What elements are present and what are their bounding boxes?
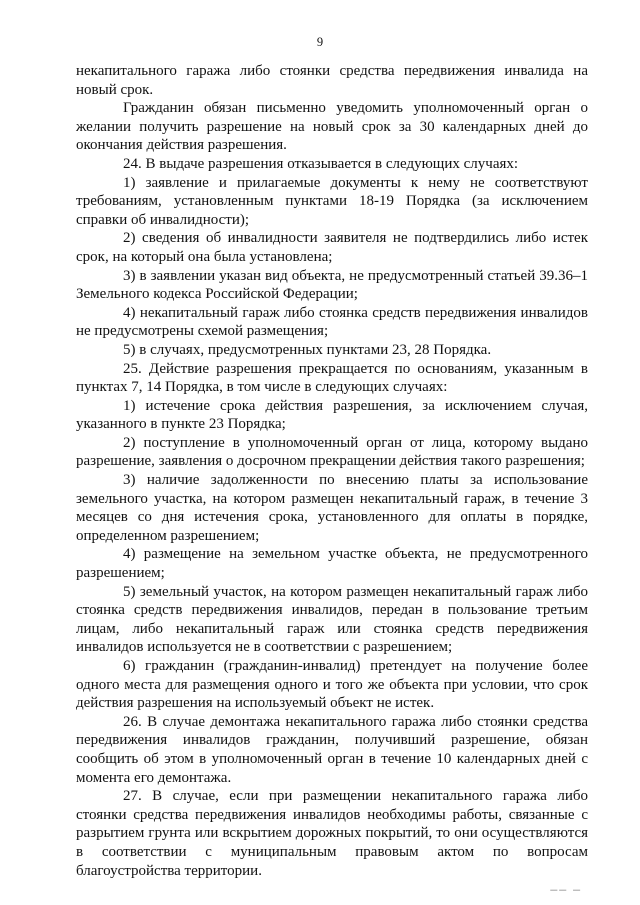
clause-24-heading: 24. В выдаче разрешения отказывается в следующих случаях:	[123, 155, 519, 172]
document-body	[76, 62, 588, 880]
clause-24-item-5: 5) в случаях, предусмотренных пунктами 23, 28 Порядка.	[123, 341, 492, 358]
clause-26: 26. В случае демонтажа некапитального гаража либо стоянки средства передвижения инвалидов гражданин, получивший разрешение, обязан сообщить об этом в уполномоченный орган в течение 10 календарных дней с момента его демонтажа.	[76, 713, 588, 786]
clause-25-item-6: 6) гражданин (гражданин-инвалид) претендует на получение более одного места для размещения одного и того же объекта при условии, что срок действия разрешения на используемый объект не истек.	[76, 658, 588, 712]
clause-25-item-3: 3) наличие задолженности по внесению платы за использование земельного участка, на котором размещен некапитальный гараж, в течение 3 месяцев со дня истечения срока, установленного для оплаты в порядке, определенном разрешением;	[76, 472, 588, 544]
clause-24-item-3: 3) в заявлении указан вид объекта, не предусмотренный статьей 39.36–1 Земельного кодекса Российской Федерации;	[76, 267, 588, 303]
clause-24-item-1: 1) заявление и прилагаемые документы к нему не соответствуют требованиям, установленным пунктами 18-19 Порядка (за исключением справки об инвалидности);	[76, 174, 588, 228]
clause-24-item-4: 4) некапитальный гараж либо стоянка средств передвижения инвалидов не предусмотрены схемой размещения;	[76, 304, 588, 340]
paragraph-continuation: некапитального гаража либо стоянки средства передвижения инвалида на новый срок.	[76, 63, 588, 98]
page-number: 9	[316, 35, 324, 49]
clause-27: 27. В случае, если при размещении некапитального гаража либо стоянки средства передвижения инвалидов необходимы работы, связанные с разрытием грунта или вскрытием дорожных покрытий, то они осуществляются в соответствии с муниципальным правовым актом по вопросам благоустройства территории.	[76, 788, 588, 879]
clause-25-heading: 25. Действие разрешения прекращается по основаниям, указанным в пунктах 7, 14 Порядка, в том числе в следующих случаях:	[76, 360, 588, 396]
scan-artifact-mark: ▔▔ ▔	[550, 891, 582, 901]
clause-25-item-2: 2) поступление в уполномоченный орган от лица, которому выдано разрешение, заявления о досрочном прекращении действия такого разрешения;	[76, 434, 588, 470]
clause-25-item-5: 5) земельный участок, на котором размещен некапитальный гараж либо стоянка средств передвижения инвалидов, передан в пользование третьим лицам, либо некапитальный гараж или стоянка средств передвижения инвалидов используется не в соответствии с разрешением;	[76, 583, 588, 656]
clause-24-item-2: 2) сведения об инвалидности заявителя не подтвердились либо истек срок, на который она была установлена;	[76, 230, 588, 265]
paragraph-notice: Гражданин обязан письменно уведомить уполномоченный орган о желании получить разрешение на новый срок за 30 календарных дней до окончания действия разрешения.	[76, 100, 588, 154]
clause-25-item-1: 1) истечение срока действия разрешения, за исключением случая, указанного в пункте 23 Порядка;	[76, 397, 588, 433]
clause-25-item-4: 4) размещение на земельном участке объекта, не предусмотренного разрешением;	[76, 546, 588, 582]
